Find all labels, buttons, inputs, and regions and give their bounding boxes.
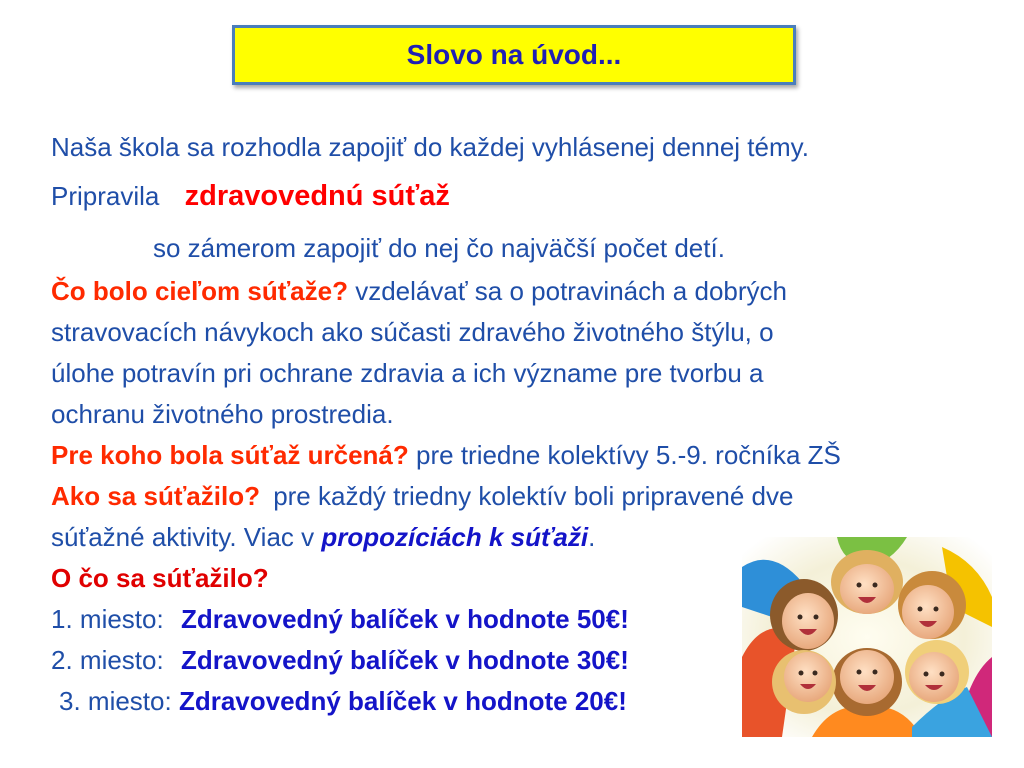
goal-answer-4: ochranu životného prostredia.: [51, 399, 394, 429]
prize-place-3: 3. miesto:: [59, 686, 172, 716]
intro-line-2: [51, 182, 450, 211]
how-line-2: [51, 524, 595, 550]
prize-place-1: 1. miesto:: [51, 604, 164, 634]
audience-answer: pre triedne kolektívy 5.-9. ročníka ZŠ: [416, 440, 841, 470]
how-answer-1: pre každý triedny kolektív boli pripravené dve: [273, 481, 794, 511]
how-answer-2: súťažné aktivity. Viac v: [51, 522, 315, 552]
intro-line-1: [51, 134, 809, 160]
goal-line-2: [51, 319, 774, 345]
audience-line: [51, 442, 841, 468]
goal-answer-2: stravovacích návykoch ako súčasti zdravého životného štýlu, o: [51, 317, 774, 347]
prize-row-1: [51, 606, 629, 632]
children-photo: [742, 537, 992, 737]
intro-text-3: so zámerom zapojiť do nej čo najväčší počet detí.: [153, 233, 725, 263]
prize-place-2: 2. miesto:: [51, 645, 164, 675]
intro-text-1: Naša škola sa rozhodla zapojiť do každej vyhlásenej dennej témy.: [51, 132, 809, 162]
children-circle-illustration: [742, 537, 992, 737]
prepared-prefix: Pripravila: [51, 181, 160, 211]
competition-name: zdravovednú súťaž: [184, 180, 450, 212]
goal-answer-3: úlohe potravín pri ochrane zdravia a ich význame pre tvorbu a: [51, 358, 764, 388]
intro-line-3: [153, 235, 725, 261]
audience-question: Pre koho bola súťaž určená?: [51, 440, 409, 470]
goal-line-1: [51, 278, 787, 304]
prize-row-2: [51, 647, 629, 673]
how-answer-end: .: [588, 522, 596, 552]
prizes-question: O čo sa súťažilo?: [51, 563, 269, 593]
prize-value-3: Zdravovedný balíček v hodnote 20€!: [178, 686, 627, 716]
goal-question: Čo bolo cieľom súťaže?: [51, 276, 348, 306]
goal-line-4: [51, 401, 394, 427]
prize-row-3: [59, 688, 627, 714]
slide-title: Slovo na úvod...: [406, 39, 622, 70]
prize-value-1: Zdravovedný balíček v hodnote 50€!: [180, 604, 629, 634]
how-question: Ako sa súťažilo?: [51, 481, 260, 511]
prize-value-2: Zdravovedný balíček v hodnote 30€!: [180, 645, 629, 675]
propozicie-link[interactable]: propozíciách k súťaži: [321, 522, 589, 552]
title-banner: [232, 25, 796, 85]
goal-line-3: [51, 360, 764, 386]
goal-answer-1: vzdelávať sa o potravinách a dobrých: [355, 276, 787, 306]
how-line-1: [51, 483, 793, 509]
prizes-heading-line: [51, 565, 269, 591]
